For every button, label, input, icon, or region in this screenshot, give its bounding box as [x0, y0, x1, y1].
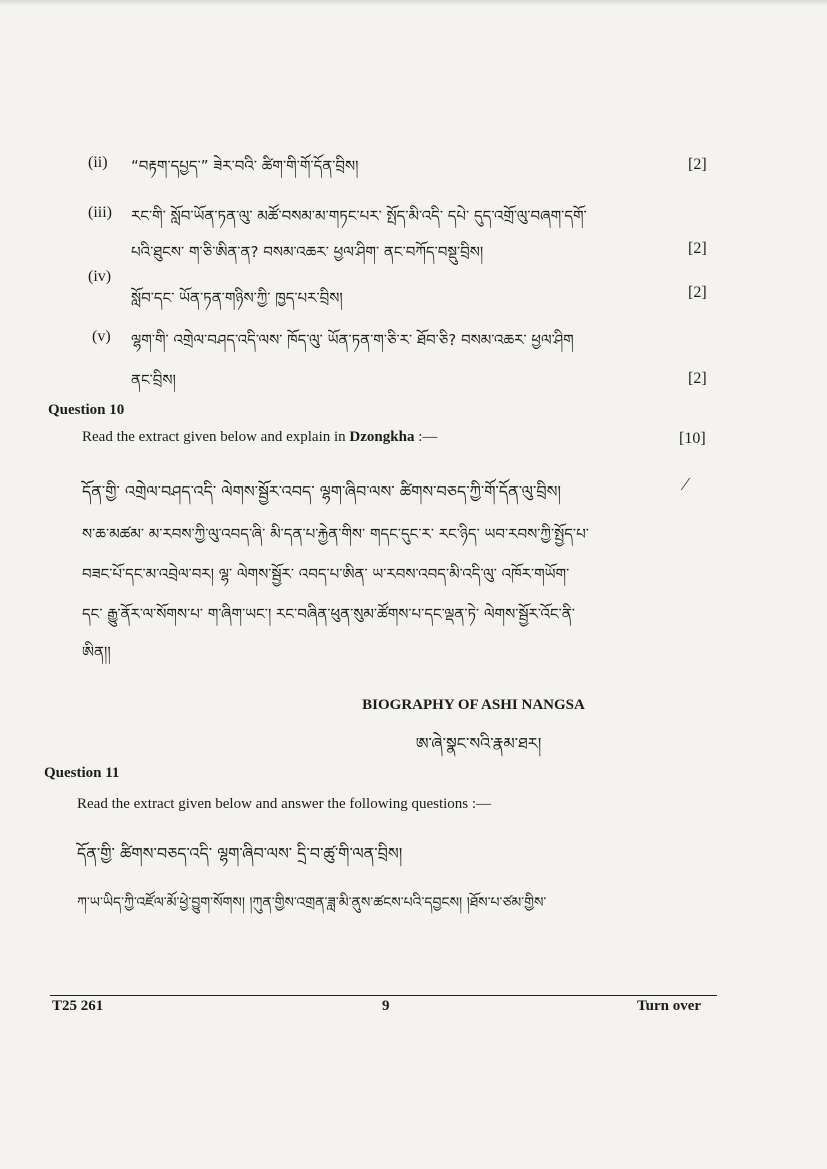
footer-turn-over: Turn over — [637, 998, 702, 1014]
footer-paper-code: T25 261 — [52, 998, 104, 1014]
q9-item-iii-number: (iii) — [88, 204, 112, 221]
q10-passage-line2: བཟང་པོ་དང་མ་འབྲེལ་བར། ལྷ་ ལེགས་སྦྱོར་ འབད་པ་ཨིན་ ཡ་རབས་འབད་མི་འདི་ལུ་ འཁོར་གཡོག་ — [82, 565, 570, 583]
footer-page-number: 9 — [382, 998, 390, 1014]
q11-tibetan-heading: དོན་གྱི་ ཚིགས་བཅད་འདི་ ལྷག་ཞིབ་ལས་ དྲི་བ་ཚུ་གི་ལན་བྲིས། — [77, 844, 403, 863]
q10-instruction-language: Dzongkha — [349, 429, 415, 445]
q10-instruction — [82, 429, 437, 446]
q9-item-v-text-line1: ལྷག་གི་ འགྲེལ་བཤད་འདི་ལས་ ཁོད་ལུ་ ཡོན་ཏན་ག་ཅི་ར་ ཐོབ་ཅི? བསམ་འཆར་ ཕྱལ་ཤིག — [131, 331, 574, 349]
q11-passage-line1: ཀ་ཡ་ཡིད་ཀྱི་འཛོལ་མོ་ཕྱེ་བྱུག་སོགས། །ཀུན་གྱིས་འགྲན་ཟླ་མི་ནུས་ཚངས་པའི་དབྱངས། །ཐོས་པ་ཙམ་གྱིས་ — [77, 895, 547, 911]
q9-item-iv-number: (iv) — [88, 268, 112, 285]
top-edge-shadow — [0, 0, 827, 6]
q11-instruction: Read the extract given below and answer the following questions :— — [77, 796, 492, 812]
q9-item-ii-number: (ii) — [88, 154, 108, 171]
pen-mark: ⁄ — [684, 474, 688, 494]
q9-item-iii-text-line1: རང་གི་ སློབ་ཡོན་ཏན་ལུ་ མཚོ་བསམ་མ་གཏང་པར་ སྤོད་མི་འདི་ དཔེ་ དུད་འགྲོ་ལུ་བཞག་དགོ་ — [131, 207, 587, 225]
q9-item-v-number: (v) — [92, 328, 111, 345]
q9-item-iv-marks: [2] — [688, 284, 707, 301]
q9-item-v-text-line2: ནང་བྲིས། — [131, 371, 176, 389]
q10-passage-line3: དང་ རྒྱུ་ནོར་ལ་སོགས་པ་ ག་ཞིག་ཡང་། རང་བཞིན་ཕུན་སུམ་ཚོགས་པ་དང་ལྡན་ཏེ་ ལེགས་སྦྱོར་འོང་ནི་ — [82, 605, 575, 623]
q9-item-iii-marks: [2] — [688, 240, 707, 257]
q10-heading: Question 10 — [48, 402, 125, 418]
q10-marks: [10] — [679, 430, 706, 447]
q9-item-ii-text: “བརྟག་དཔྱད་” ཟེར་བའི་ ཚིག་གི་གོ་དོན་བྲིས། — [131, 157, 359, 175]
q10-instruction-text: Read the extract given below and explain in — [82, 429, 346, 445]
q10-passage-line4: ཨིན།། — [82, 643, 111, 661]
q10-instruction-dash: :— — [418, 429, 438, 445]
section-title-tibetan-wrap — [0, 726, 827, 771]
q9-item-v-marks: [2] — [688, 370, 707, 387]
section-title-english: BIOGRAPHY OF ASHI NANGSA — [362, 697, 585, 713]
q11-heading: Question 11 — [44, 765, 120, 781]
q10-passage-line1: ས་ཆ་མཚམ་ མ་རབས་ཀྱི་ལུ་འབད་ཞི་ མི་དན་པ་རྐྱེན་གིས་ གདང་དུང་ར་ རང་ཉིད་ ཡབ་རབས་ཀྱི་སྤྱོད་པ་ — [82, 525, 589, 543]
q10-tibetan-heading: དོན་གྱི་ འགྲེལ་བཤད་འདི་ ལེགས་སྦྱོར་འབད་ ལྷག་ཞིབ་ལས་ ཚིགས་བཅད་ཀྱི་གོ་དོན་ལུ་བྲིས། — [82, 482, 561, 501]
q9-item-iv-text: སློབ་དང་ ཡོན་ཏན་གཉིས་ཀྱི་ ཁྱད་པར་བྲིས། — [131, 289, 343, 307]
section-title-tibetan: ཨ་ཞེ་སྣང་སའི་རྣམ་ཐར། — [415, 734, 542, 753]
q9-item-iii-text-line2: པའི་ཐུངས་ ག་ཅི་ཨིན་ན? བསམ་འཆར་ ཕྱལ་ཤིག་ ནང་བཀོད་བསྡུ་བྲིས། — [131, 243, 484, 261]
section-title — [0, 697, 827, 714]
q9-item-ii-marks: [2] — [688, 156, 707, 173]
footer-divider — [50, 995, 717, 996]
